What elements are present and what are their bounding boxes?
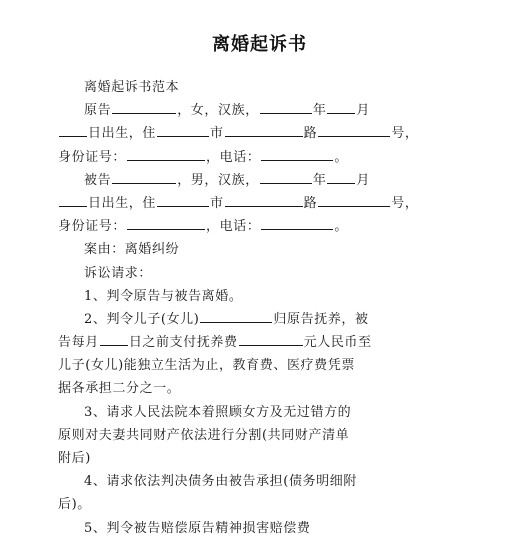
claim-3-line-3: 附后) — [58, 451, 91, 466]
defendant-number-label: 号， — [391, 195, 419, 211]
claim-2-text-e: 元人民币至 — [303, 335, 372, 351]
claim-2-amount-blank — [239, 332, 303, 346]
claim-4-line-1: 4、请求依法判决债务由被告承担(债务明细附 — [84, 474, 357, 490]
document-title: 离婚起诉书 — [212, 34, 307, 55]
plaintiff-line-1 — [58, 99, 478, 122]
claim-3-line-2: 原则对夫妻共同财产依法进行分割(共同财产清单 — [58, 427, 350, 443]
defendant-road-label: 路 — [303, 195, 318, 211]
plaintiff-address-blank — [157, 123, 209, 137]
claim-2-text-c: 告每月 — [58, 335, 99, 351]
plaintiff-number-label: 号， — [391, 126, 419, 142]
defendant-id-label: 身份证号： — [58, 219, 127, 235]
plaintiff-road-blank — [225, 123, 303, 137]
defendant-road-blank — [225, 193, 303, 207]
claim-3-line-1: 3、请求人民法院本着照顾女方及无过错方的 — [84, 404, 352, 420]
defendant-label: 被告 — [84, 172, 112, 188]
plaintiff-number-blank — [318, 123, 390, 137]
defendant-phone-label: ，电话： — [206, 219, 261, 235]
claim-2-day-blank — [100, 332, 128, 346]
claim-2-line-3: 儿子(女儿)能独立生活为止，教育费、医疗费凭票 — [58, 358, 355, 374]
defendant-month-label: 月 — [356, 172, 371, 188]
plaintiff-line-2 — [58, 122, 478, 145]
defendant-city-label: 市 — [210, 195, 224, 211]
plaintiff-phone-blank — [261, 147, 333, 161]
plaintiff-day-blank — [59, 123, 87, 137]
claim-2-text-a: 2、判令儿子(女儿) — [84, 311, 200, 327]
defendant-year-label: 年 — [312, 172, 327, 188]
defendant-phone-blank — [261, 216, 333, 230]
case-cause: 案由：离婚纠纷 — [84, 242, 180, 258]
defendant-line-1 — [58, 169, 478, 192]
defendant-address-blank — [157, 193, 209, 207]
plaintiff-city-label: 市 — [210, 126, 224, 142]
plaintiff-sex: ，女，汉族， — [177, 103, 259, 119]
defendant-line-2 — [58, 192, 478, 215]
claim-2-child-blank — [200, 309, 272, 323]
claim-1: 1、判令原告与被告离婚。 — [84, 288, 243, 304]
claim-5: 5、判令被告赔偿原告精神损害赔偿费 — [84, 520, 311, 536]
plaintiff-month-blank — [327, 100, 355, 114]
defendant-id-blank — [127, 216, 205, 230]
claims-heading: 诉讼请求： — [84, 265, 153, 281]
claim-2-text-d: 日之前支付抚养费 — [128, 335, 238, 351]
claim-2-line-1 — [58, 308, 478, 331]
plaintiff-line-3 — [58, 146, 478, 169]
defendant-name-blank — [112, 170, 176, 184]
defendant-end: 。 — [334, 219, 349, 235]
plaintiff-year-label: 年 — [312, 103, 327, 119]
plaintiff-month-label: 月 — [356, 103, 371, 119]
sample-heading: 离婚起诉书范本 — [84, 80, 180, 95]
claim-4-line-2: 后)。 — [58, 497, 91, 513]
defendant-line-3 — [58, 215, 478, 238]
defendant-year-blank — [260, 170, 312, 184]
defendant-number-blank — [318, 193, 390, 207]
defendant-day-blank — [59, 193, 87, 207]
plaintiff-name-blank — [112, 100, 176, 114]
plaintiff-id-blank — [127, 147, 205, 161]
claim-2-line-2 — [58, 331, 478, 354]
plaintiff-end: 。 — [334, 149, 349, 165]
document-body — [58, 76, 478, 540]
claim-2-text-b: 归原告抚养，被 — [273, 311, 369, 327]
plaintiff-birth-label: 日出生，住 — [88, 126, 157, 142]
plaintiff-year-blank — [260, 100, 312, 114]
claim-2-line-4: 据各承担二分之一。 — [58, 381, 181, 397]
plaintiff-road-label: 路 — [303, 126, 318, 142]
plaintiff-label: 原告 — [84, 103, 112, 119]
plaintiff-id-label: 身份证号： — [58, 149, 127, 165]
defendant-sex: ，男，汉族， — [177, 172, 259, 188]
defendant-birth-label: 日出生，住 — [88, 195, 157, 211]
defendant-month-blank — [327, 170, 355, 184]
plaintiff-phone-label: ，电话： — [206, 149, 261, 165]
